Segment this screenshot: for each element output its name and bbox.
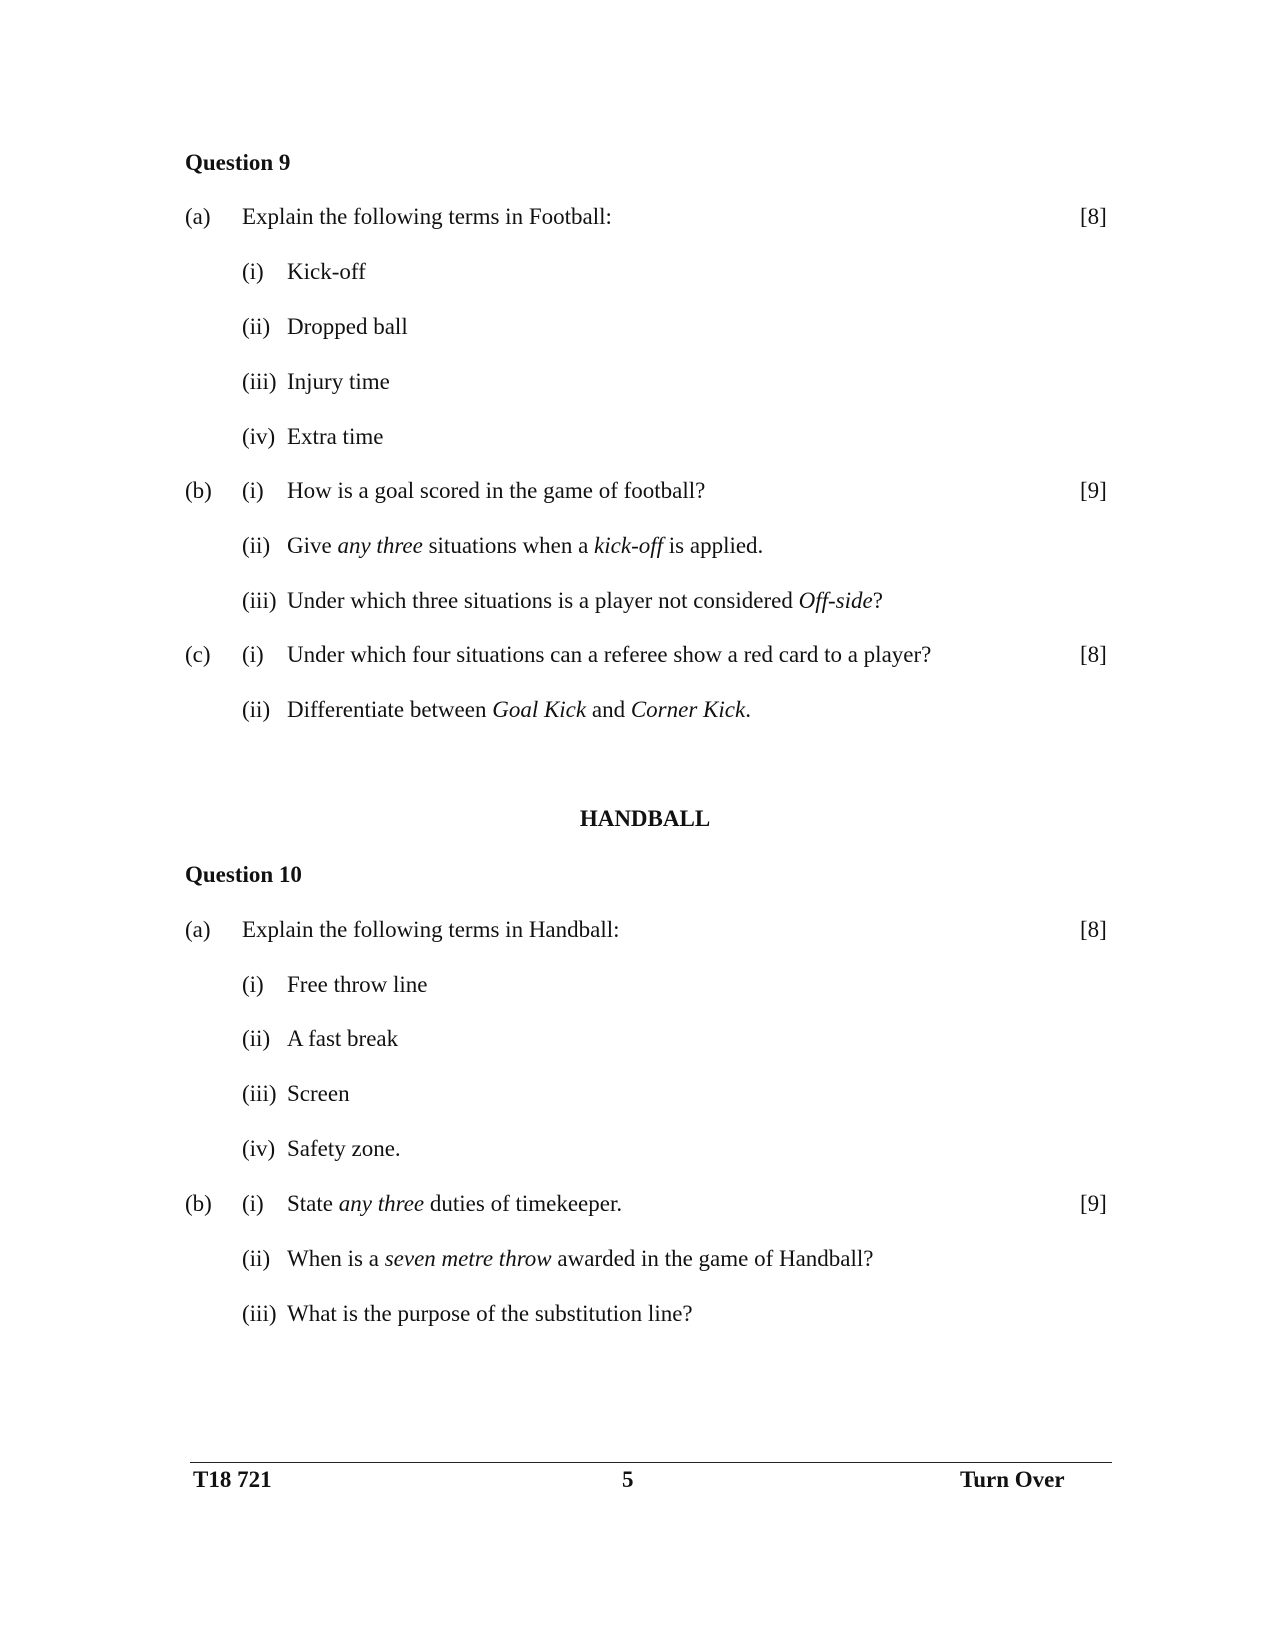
q10-a-item-4-num: (iv) (242, 1136, 276, 1161)
q9-c-marks: [8] (1080, 642, 1107, 667)
q9-c-label: (c) (185, 642, 211, 667)
q10-b-ii-text: When is a seven metre throw awarded in the game of Handball? (287, 1246, 874, 1271)
q9-a-item-3-num: (iii) (242, 369, 277, 394)
footer-paper-code: T18 721 (193, 1467, 272, 1492)
q10-a-item-3-num: (iii) (242, 1081, 277, 1106)
q10-b-i-num: (i) (242, 1191, 264, 1216)
q9-a-item-1-num: (i) (242, 259, 264, 284)
q10-a-label: (a) (185, 917, 211, 942)
q9-b-ii-num: (ii) (242, 533, 271, 558)
q9-a-item-2-num: (ii) (242, 314, 271, 339)
q10-b-iii-num: (iii) (242, 1301, 277, 1326)
q10-a-marks: [8] (1080, 917, 1107, 942)
question-9-title: Question 9 (185, 150, 291, 175)
q9-b-i-num: (i) (242, 478, 264, 503)
q9-a-item-2-text: Dropped ball (287, 314, 408, 339)
q10-b-ii-num: (ii) (242, 1246, 271, 1271)
q9-b-marks: [9] (1080, 478, 1107, 503)
q9-a-item-4-text: Extra time (287, 424, 384, 449)
q10-a-item-1-num: (i) (242, 972, 264, 997)
footer-page-number: 5 (622, 1467, 634, 1492)
q9-a-label: (a) (185, 204, 211, 229)
q9-a-text: Explain the following terms in Football: (242, 204, 612, 229)
q9-b-ii-text: Give any three situations when a kick-off is applied. (287, 533, 764, 558)
q9-a-item-1-text: Kick-off (287, 259, 366, 284)
q10-b-iii-text: What is the purpose of the substitution line? (287, 1301, 693, 1326)
q10-a-item-2-num: (ii) (242, 1026, 271, 1051)
q9-a-marks: [8] (1080, 204, 1107, 229)
question-10-title: Question 10 (185, 862, 302, 887)
q10-a-item-2-text: A fast break (287, 1026, 399, 1051)
q10-a-item-3-text: Screen (287, 1081, 350, 1106)
q10-a-item-1-text: Free throw line (287, 972, 428, 997)
q9-b-label: (b) (185, 478, 212, 503)
footer-turn-over: Turn Over (960, 1467, 1065, 1492)
q9-a-item-3-text: Injury time (287, 369, 390, 394)
q9-c-ii-text: Differentiate between Goal Kick and Corner Kick. (287, 697, 751, 722)
footer-rule (190, 1462, 1112, 1463)
q9-c-ii-num: (ii) (242, 697, 271, 722)
q10-a-item-4-text: Safety zone. (287, 1136, 401, 1161)
q10-b-i-text: State any three duties of timekeeper. (287, 1191, 623, 1216)
q9-c-i-num: (i) (242, 642, 264, 667)
q10-a-text: Explain the following terms in Handball: (242, 917, 620, 942)
q9-b-iii-text: Under which three situations is a player not considered Off-side? (287, 588, 883, 613)
q9-b-i-text: How is a goal scored in the game of football? (287, 478, 706, 503)
q10-b-label: (b) (185, 1191, 212, 1216)
q9-c-i-text: Under which four situations can a referee show a red card to a player? (287, 642, 932, 667)
q10-b-marks: [9] (1080, 1191, 1107, 1216)
q9-b-iii-num: (iii) (242, 588, 277, 613)
q9-a-item-4-num: (iv) (242, 424, 276, 449)
section-heading-handball: HANDBALL (579, 806, 711, 831)
